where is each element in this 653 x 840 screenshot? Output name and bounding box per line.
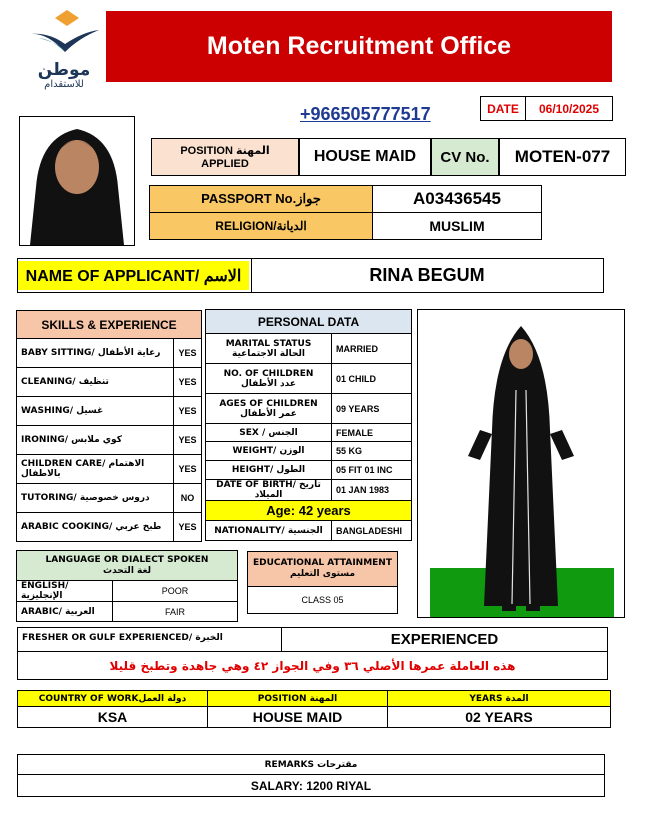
- ages-label-ar: عمر الأطفال: [240, 408, 297, 419]
- personal-value: MARRIED: [332, 334, 412, 364]
- language-table: [16, 550, 238, 622]
- position-label-en2: APPLIED: [201, 157, 249, 170]
- skill-value: YES: [174, 368, 202, 397]
- language-title-ar: لغة التحدث: [103, 565, 151, 576]
- table-row: [206, 501, 412, 521]
- education-title: [247, 551, 398, 587]
- skill-value: YES: [174, 455, 202, 484]
- personal-label: SEX / الجنس: [206, 424, 332, 442]
- position-label-ar: المهنة: [235, 143, 270, 157]
- language-value: POOR: [113, 581, 238, 602]
- skills-title: SKILLS & EXPERIENCE: [17, 311, 202, 339]
- skill-label: ARABIC COOKING/ طبخ عربي: [17, 513, 174, 542]
- experience-value: EXPERIENCED: [390, 631, 499, 648]
- table-row: [17, 368, 202, 397]
- skill-value: YES: [174, 426, 202, 455]
- language-label: ENGLISH/ الإنجليزية: [17, 581, 113, 602]
- personal-label: HEIGHT/ الطول: [206, 461, 332, 480]
- personal-label: DATE OF BIRTH/ تاريخ الميلاد: [206, 480, 332, 501]
- work-header-country: COUNTRY OF WORKدولة العمل: [18, 691, 208, 707]
- personal-value: 09 YEARS: [332, 394, 412, 424]
- education-title-en: EDUCATIONAL ATTAINMENT: [253, 558, 392, 568]
- date-label: DATE: [480, 96, 526, 121]
- language-title: [17, 551, 238, 581]
- logo-mark-icon: [25, 8, 103, 56]
- personal-data-table: [205, 309, 412, 541]
- table-row: [17, 581, 238, 602]
- skill-label: CLEANING/ تنظيف: [17, 368, 174, 397]
- table-row: [17, 513, 202, 542]
- position-applied-label: [151, 138, 299, 176]
- logo-subtitle: للاستقدام: [44, 79, 84, 90]
- phone-number: +966505777517: [300, 104, 431, 124]
- skill-label: IRONING/ كوي ملابس: [17, 426, 174, 455]
- education-value: CLASS 05: [247, 586, 398, 614]
- marital-label-ar: الحالة الاجتماعية: [232, 348, 305, 359]
- personal-label: WEIGHT/ الوزن: [206, 442, 332, 461]
- personal-value: 01 CHILD: [332, 364, 412, 394]
- table-row: [17, 397, 202, 426]
- religion-label: RELIGION/الديانة: [149, 212, 373, 240]
- skill-value: YES: [174, 397, 202, 426]
- remarks-label: REMARKS مقترحات: [264, 759, 358, 770]
- table-row: [206, 424, 412, 442]
- children-label-ar: عدد الأطفال: [240, 378, 297, 389]
- ages-label-en: AGES OF CHILDREN: [219, 398, 318, 409]
- table-row: [206, 394, 412, 424]
- name-label: NAME OF APPLICANT/ الاسم: [18, 261, 249, 290]
- experience-label: FRESHER OR GULF EXPERIENCED/ الخبرة: [22, 633, 223, 643]
- logo-name: موطن: [37, 60, 91, 80]
- skill-value: YES: [174, 339, 202, 368]
- personal-value: 05 FIT 01 INC: [332, 461, 412, 480]
- marital-label-en: MARITAL STATUS: [225, 338, 312, 349]
- skill-label: WASHING/ غسيل: [17, 397, 174, 426]
- experience-note: هذه العاملة عمرها الأصلي ٣٦ وفي الجواز ٤٢ وهي جاهدة وتطبخ قليلا: [109, 658, 516, 673]
- table-row: [17, 484, 202, 513]
- company-logo: [25, 8, 103, 88]
- education-title-ar: مستوى التعليم: [289, 569, 356, 579]
- table-row: [17, 455, 202, 484]
- position-applied-value: HOUSE MAID: [299, 138, 431, 176]
- religion-value: MUSLIM: [372, 212, 542, 240]
- passport-label: PASSPORT No.جواز: [149, 185, 373, 213]
- table-row: [206, 480, 412, 501]
- table-row: [17, 602, 238, 622]
- personal-value: FEMALE: [332, 424, 412, 442]
- table-row: [17, 426, 202, 455]
- table-row: [206, 461, 412, 480]
- language-title-en: LANGUAGE OR DIALECT SPOKEN: [45, 554, 209, 565]
- age-row: Age: 42 years: [206, 501, 412, 521]
- work-history-table: [17, 690, 611, 728]
- personal-label: NATIONALITY/ الجنسية: [206, 521, 332, 541]
- language-label: ARABIC/ العربية: [17, 602, 113, 622]
- date-value: 06/10/2025: [525, 96, 613, 121]
- cv-label: CV No.: [431, 138, 499, 176]
- personal-value: BANGLADESHI: [332, 521, 412, 541]
- work-country: KSA: [18, 707, 208, 728]
- remarks-value: SALARY: 1200 RIYAL: [250, 778, 372, 793]
- work-header-years: YEARS المدة: [388, 691, 611, 707]
- skill-label: BABY SITTING/ رعاية الأطفال: [17, 339, 174, 368]
- personal-label: [206, 334, 332, 364]
- table-row: [206, 364, 412, 394]
- personal-value: 55 KG: [332, 442, 412, 461]
- language-value: FAIR: [113, 602, 238, 622]
- skills-table: [16, 310, 202, 542]
- header-title: Moten Recruitment Office: [106, 11, 612, 82]
- work-years: 02 YEARS: [388, 707, 611, 728]
- table-row: [17, 339, 202, 368]
- table-row: [18, 707, 611, 728]
- table-row: [206, 334, 412, 364]
- name-value: RINA BEGUM: [369, 265, 485, 285]
- table-row: [206, 521, 412, 541]
- children-label-en: NO. OF CHILDREN: [223, 368, 314, 379]
- skill-value: NO: [174, 484, 202, 513]
- skill-label: CHILDREN CARE/ الاهتمام بالاطفال: [17, 455, 174, 484]
- position-label-en1: POSITION: [180, 144, 233, 157]
- skill-value: YES: [174, 513, 202, 542]
- skill-label: TUTORING/ دروس خصوصية: [17, 484, 174, 513]
- applicant-face-photo: [19, 116, 135, 246]
- work-position: HOUSE MAID: [208, 707, 388, 728]
- table-row: [206, 442, 412, 461]
- work-header-position: POSITION المهنة: [208, 691, 388, 707]
- personal-label: [206, 364, 332, 394]
- personal-value: 01 JAN 1983: [332, 480, 412, 501]
- applicant-full-photo: [417, 309, 625, 618]
- personal-label: [206, 394, 332, 424]
- personal-title: PERSONAL DATA: [206, 310, 412, 334]
- passport-value: A03436545: [372, 185, 542, 213]
- table-header-row: [18, 691, 611, 707]
- cv-value: MOTEN-077: [499, 138, 626, 176]
